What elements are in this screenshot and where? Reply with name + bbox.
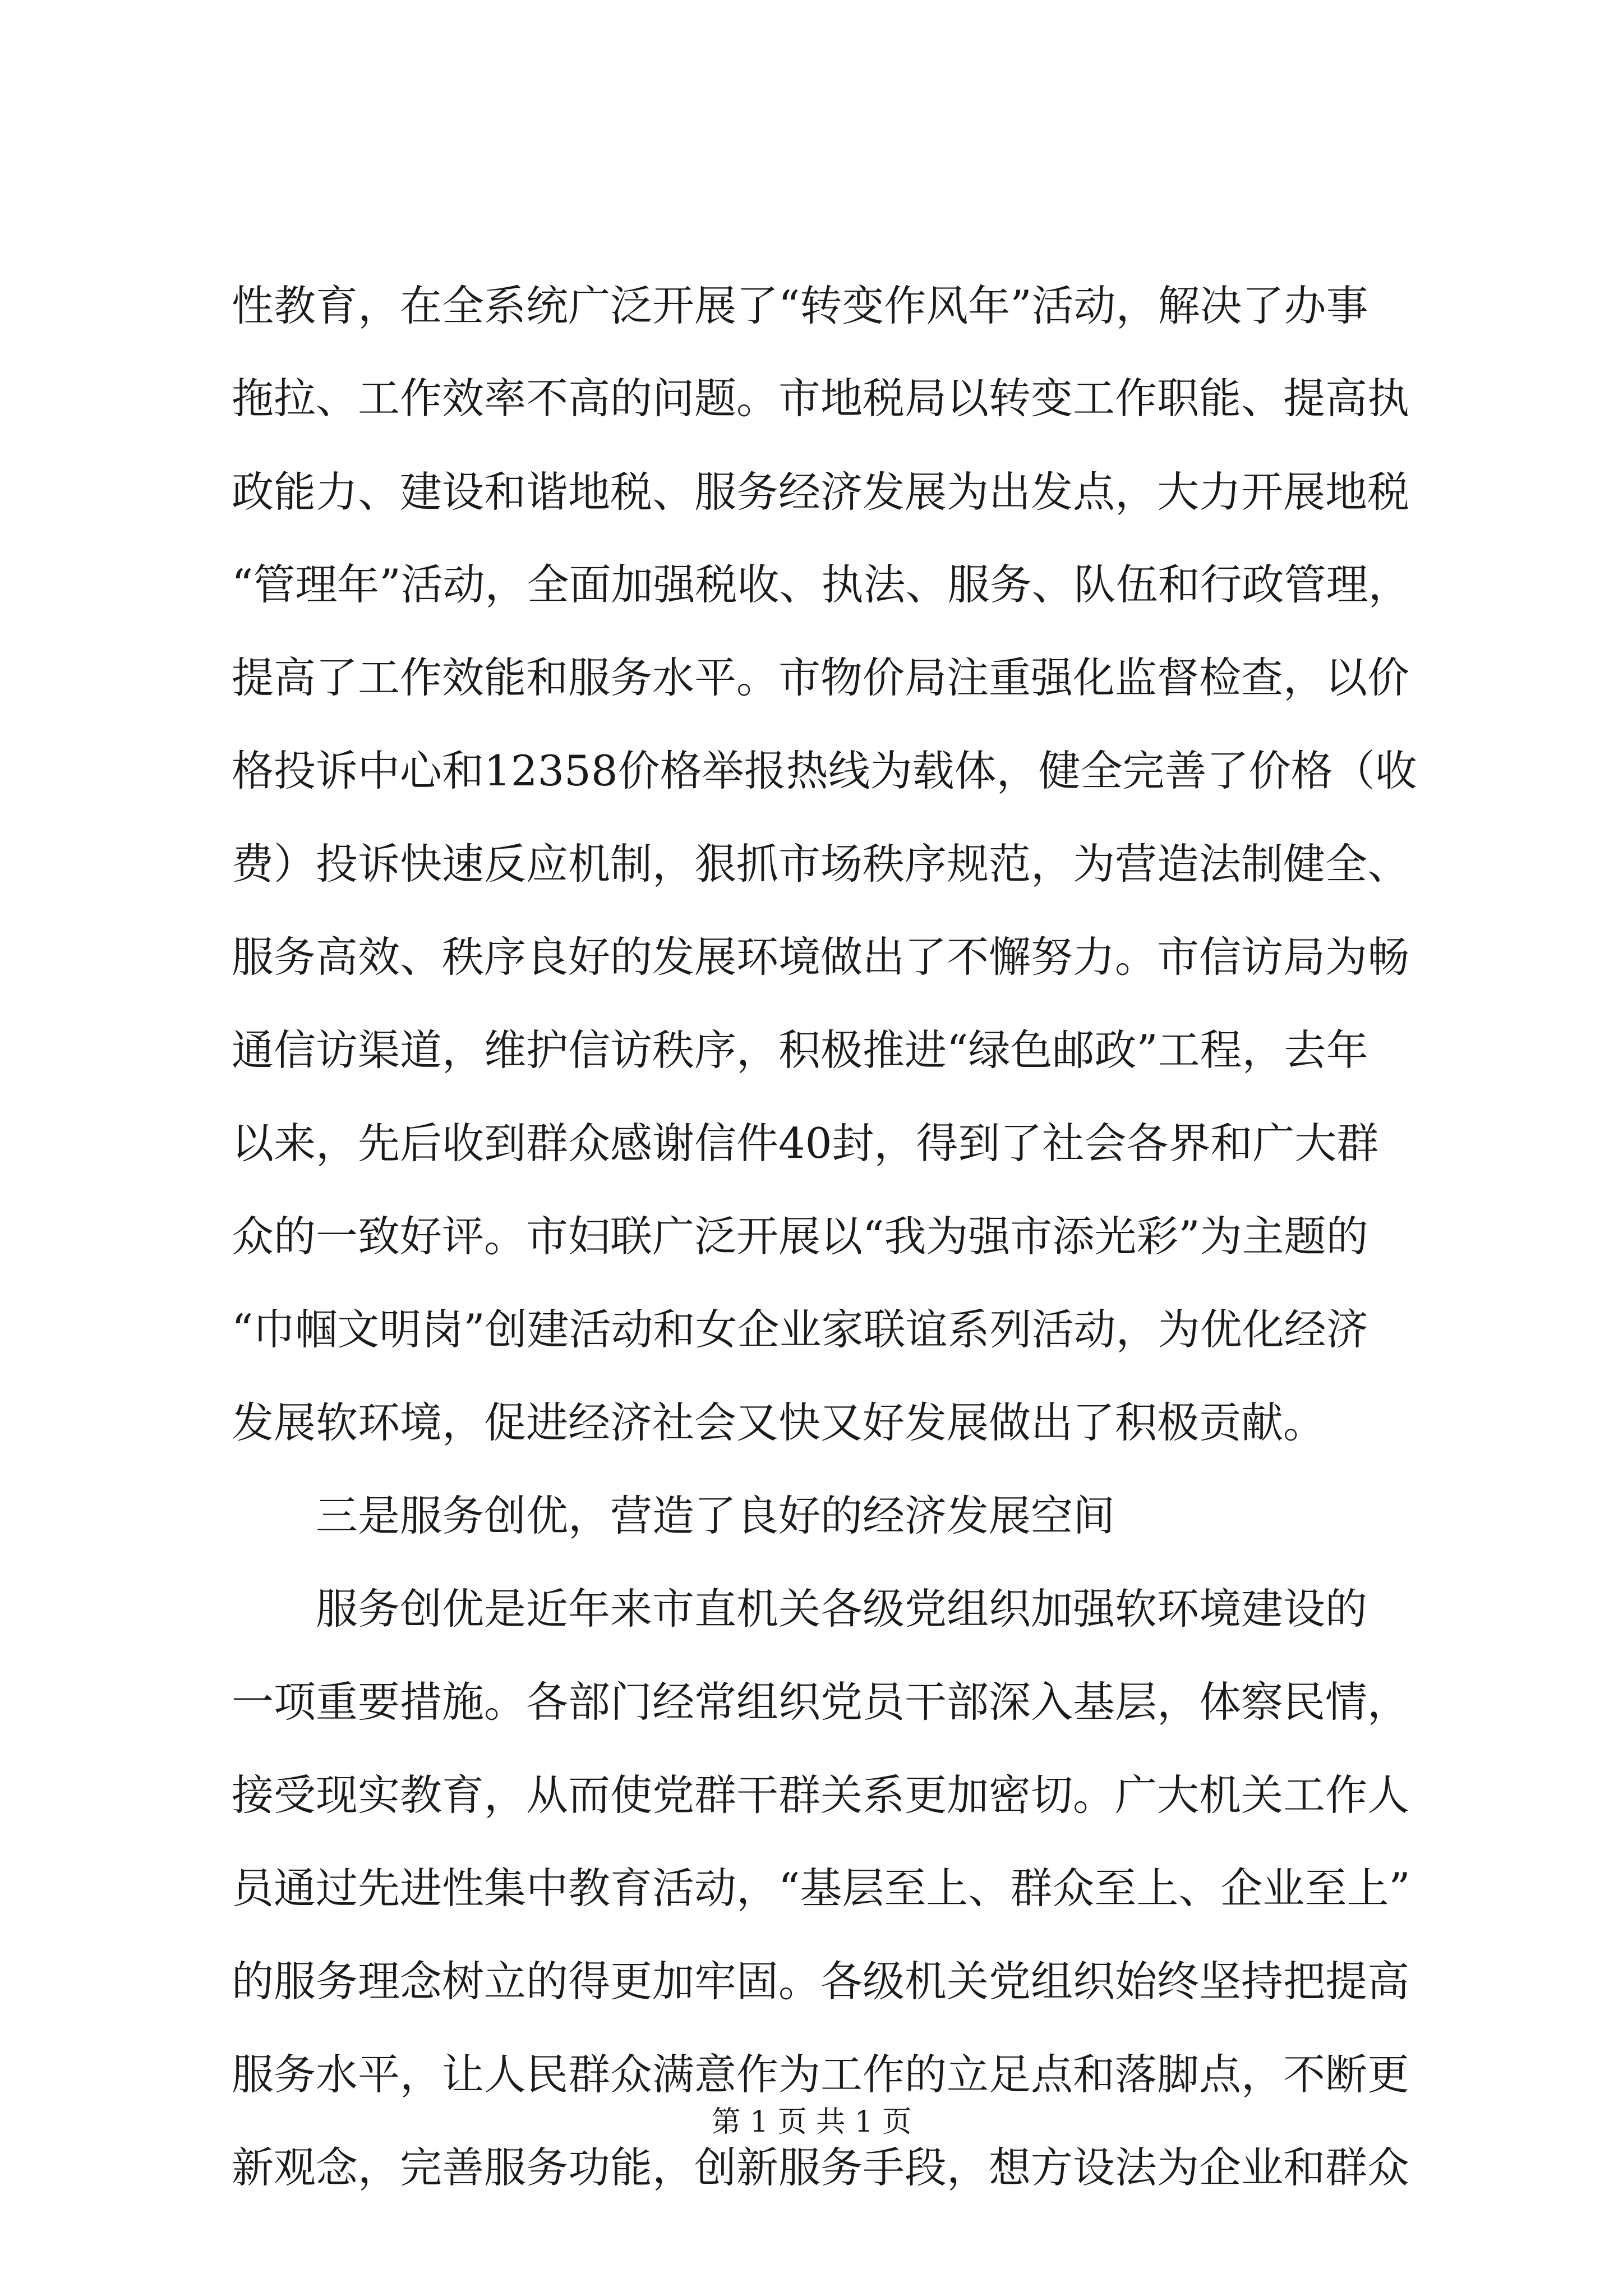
body-line-text: 性教育，在全系统广泛开展了“转变作风年”活动，解决了办事	[232, 281, 1368, 330]
body-line-text: 提高了工作效能和服务水平。市物价局注重强化监督检查，以价	[232, 653, 1410, 702]
body-line-text: 新观念，完善服务功能，创新服务手段，想方设法为企业和群众	[232, 2143, 1410, 2192]
body-line-text: “巾帼文明岗”创建活动和女企业家联谊系列活动，为优化经济	[232, 1305, 1368, 1354]
body-line-text: 费）投诉快速反应机制，狠抓市场秩序规范，为营造法制健全、	[232, 839, 1410, 889]
body-line-text: 的服务理念树立的得更加牢固。各级机关党组织始终坚持把提高	[232, 1957, 1410, 2006]
body-line-text: “管理年”活动，全面加强税收、执法、服务、队伍和行政管理，	[232, 560, 1410, 609]
body-line-text: 服务创优是近年来市直机关各级党组织加强软环境建设的	[316, 1584, 1368, 1634]
body-line-text: 拖拉、工作效率不高的问题。市地税局以转变工作职能、提高执	[232, 374, 1410, 423]
body-line-text: 服务高效、秩序良好的发展环境做出了不懈努力。市信访局为畅	[232, 932, 1410, 982]
body-line-text: 发展软环境，促进经济社会又快又好发展做出了积极贡献。	[232, 1398, 1326, 1447]
body-line-text: 众的一致好评。市妇联广泛开展以“我为强市添光彩”为主题的	[232, 1212, 1368, 1261]
body-line-text: 员通过先进性集中教育活动，“基层至上、群众至上、企业至上”	[232, 1864, 1410, 1913]
body-line-text: 以来，先后收到群众感谢信件40封，得到了社会各界和广大群	[232, 1119, 1379, 1168]
body-line-text: 通信访渠道，维护信访秩序，积极推进“绿色邮政”工程，去年	[232, 1025, 1368, 1075]
body-line-text: 一项重要措施。各部门经常组织党员干部深入基层，体察民情，	[232, 1677, 1410, 1727]
body-line-text: 政能力、建设和谐地税、服务经济发展为出发点，大力开展地税	[232, 467, 1410, 517]
body-line-text: 接受现实教育，从而使党群干群关系更加密切。广大机关工作人	[232, 1770, 1410, 1820]
body-line-text: 服务水平，让人民群众满意作为工作的立足点和落脚点，不断更	[232, 2050, 1410, 2099]
section-heading-text: 三是服务创优，营造了良好的经济发展空间	[316, 1491, 1115, 1540]
page-footer: 第 1 页 共 1 页	[711, 2105, 912, 2139]
body-line-text: 格投诉中心和12358价格举报热线为载体，健全完善了价格（收	[232, 746, 1417, 795]
